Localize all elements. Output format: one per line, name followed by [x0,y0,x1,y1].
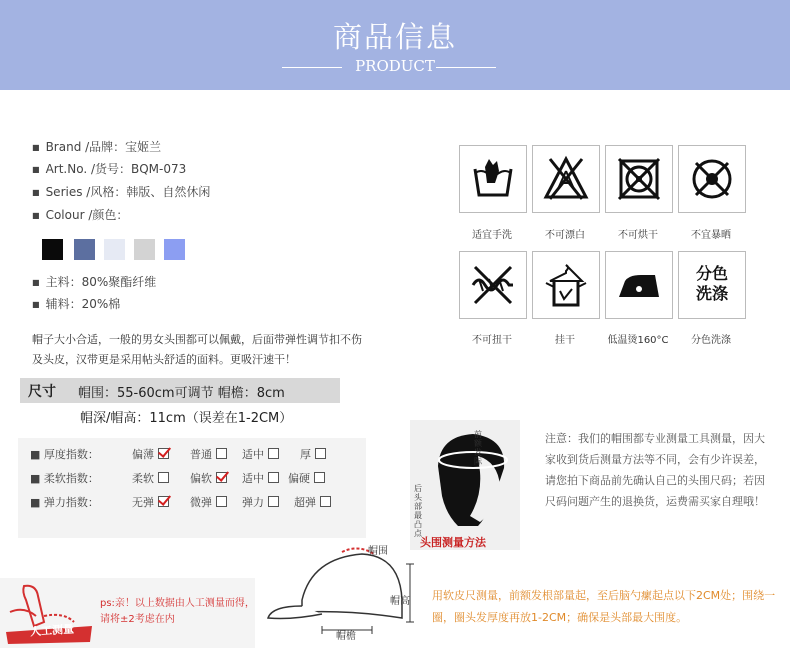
manual-badge: 人工测量 [29,622,75,639]
spec-colour: ■ Colour /颜色： [32,208,129,222]
no-sun-dry-icon [678,145,746,213]
checkbox [320,496,331,507]
head-measure-caption: 头围测量方法 [420,536,486,549]
hang-dry-icon [532,251,600,319]
index-table [18,438,366,538]
spec-main-material: ■ 主料：80%聚酯纤维 [32,275,157,289]
index-option: 适中 [242,446,279,462]
index-option: 柔软 [132,470,169,486]
index-option: 偏薄 [132,446,169,462]
checkbox [158,472,169,483]
care-label: 不可扭干 [472,335,512,346]
product-description: 帽子大小合适，一般的男女头围都可以佩戴，后面带弹性调节扣不伤及头皮，汉带更是采用帖头舒适的面料。更吸汗速干！ [32,333,362,366]
size-title: 尺寸 [28,384,56,400]
checkbox [268,472,279,483]
checkbox [268,496,279,507]
care-label: 不可烘干 [618,230,658,241]
checkbox-checked [216,472,227,483]
ps-note: ps:亲！以上数据由人工测量而得，请将±2考虑在内 [100,598,255,625]
cap-circ-label: 帽围 [368,546,388,557]
page-subtitle: PRODUCT [355,57,435,75]
index-option: 厚 [300,446,326,462]
color-swatch[interactable] [74,239,95,260]
color-swatch[interactable] [104,239,125,260]
checkbox [314,472,325,483]
no-bleach-icon [532,145,600,213]
index-option: 偏软 [190,470,227,486]
head-measure-figure [410,420,520,550]
no-tumble-dry-icon [605,145,673,213]
wash-separately-icon [678,251,746,319]
hand-wash-icon [459,145,527,213]
measure-instructions: 用软皮尺测量，前额发根部量起，至后脑勺瘰起点以下2CM处；围绕一圈，圈头发厚度再放1-2CM；确保是头部最大围度。 [432,589,776,624]
checkbox-checked [158,496,169,507]
wash-separately-line1: 分色 [695,264,728,283]
care-label: 不宜暴晒 [691,230,731,241]
subtitle-line-right [436,67,496,68]
cap-height-label: 帽高 [390,596,410,607]
index-label: ■ 弹力指数： [30,496,99,509]
spec-art-no: ■ Art.No. /货号：BQM-073 [32,162,187,176]
index-option: 偏硬 [288,470,325,486]
color-swatch[interactable] [134,239,155,260]
no-wring-icon [459,251,527,319]
checkbox [216,496,227,507]
care-label: 不可漂白 [545,230,585,241]
checkbox [216,448,227,459]
spec-brand: ■ Brand /品牌：宝姬兰 [32,140,162,154]
index-option: 普通 [190,446,227,462]
size-circumference: 帽围：55-60cm可调节 帽檐：8cm [78,386,285,401]
care-label: 挂干 [555,335,575,346]
care-label: 分色洗涤 [691,335,731,346]
checkbox-checked [158,448,169,459]
wash-separately-line2: 洗涤 [695,284,728,303]
size-depth: 帽深/帽高：11cm（误差在1-2CM） [80,411,293,426]
page-title: 商品信息 [332,20,457,54]
notice-text: 注意：我们的帽围都专业测量工具测量，因大家收到货后测量方法等不同，会有少许误差，请您拍下商品前先确认自己的头围尺码；若因尺码问题产生的退换货，运费需买家自理哦！ [545,432,765,508]
checkbox [268,448,279,459]
care-label: 低温烫160°C [607,335,669,346]
index-option: 微弹 [190,494,227,510]
forehead-label: 前额发际 [474,430,482,466]
index-label: ■ 厚度指数： [30,448,99,461]
index-label: ■ 柔软指数： [30,472,99,485]
index-option: 无弹 [132,494,169,510]
spec-series: ■ Series /风格：韩版、自然休闲 [32,185,211,199]
index-option: 适中 [242,470,279,486]
cap-brim-label: 帽檐 [336,631,356,642]
color-swatch[interactable] [42,239,63,260]
back-head-label: 后头部最凸点 [414,484,422,538]
size-bar [20,378,340,403]
index-option: 超弹 [294,494,331,510]
checkbox [315,448,326,459]
spec-aux-material: ■ 辅料：20%棉 [32,297,121,311]
low-iron-icon [605,251,673,319]
color-swatch[interactable] [164,239,185,260]
header-banner [0,0,790,90]
care-label: 适宜手洗 [472,230,512,241]
index-option: 弹力 [242,494,279,510]
